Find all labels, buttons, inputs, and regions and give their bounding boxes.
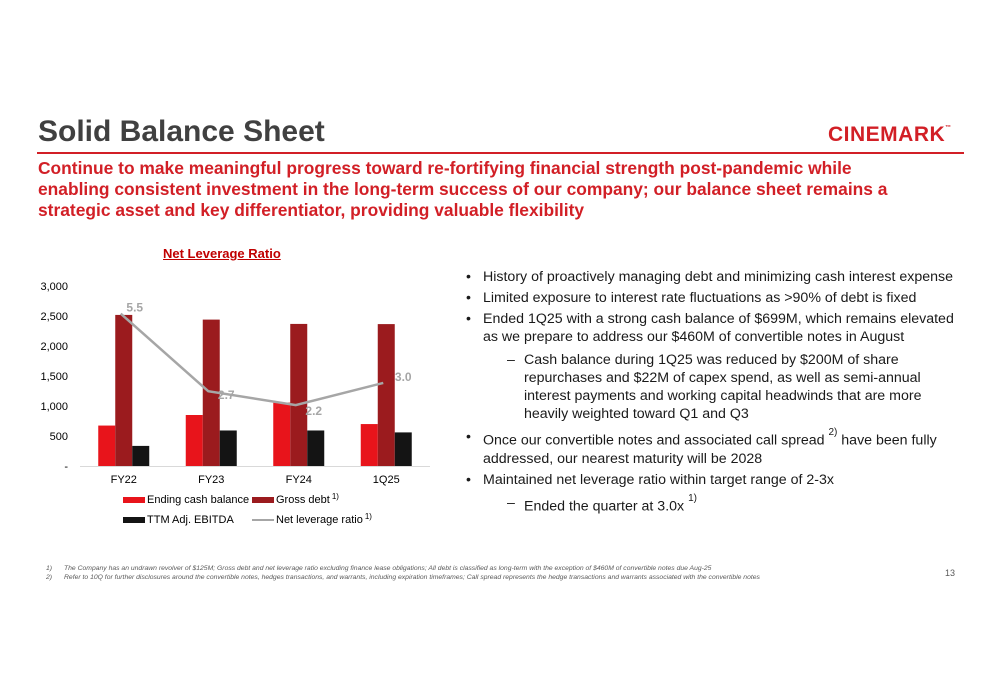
net-leverage-chart — [0, 260, 470, 490]
bullet-text: as we prepare to address our $460M of convertible notes in August — [483, 329, 905, 345]
chart-title: Net Leverage Ratio — [163, 246, 281, 261]
y-tick-label: 1,000 — [40, 401, 68, 413]
legend-item-cash — [123, 494, 252, 506]
legend-swatch-debt — [252, 497, 274, 503]
x-tick-label: FY23 — [198, 474, 225, 486]
logo-text: CINEMARK — [828, 123, 946, 146]
bullet-marker: • — [466, 429, 471, 445]
bar-ending-cash-balance — [273, 403, 290, 466]
legend-swatch-ebitda — [123, 517, 145, 523]
footnotes — [46, 565, 926, 582]
bullet-marker: • — [466, 269, 471, 285]
y-tick-label: - — [64, 461, 68, 473]
bar-ttm-adj-ebitda — [307, 430, 324, 466]
subtitle — [38, 158, 968, 221]
footnote-number: 2) — [46, 573, 53, 581]
net-leverage-data-label: 2.7 — [217, 388, 235, 403]
title-divider — [37, 152, 964, 154]
bullet-marker: • — [466, 290, 471, 306]
bullet-text: interest payments and working capital headwinds that are more — [524, 388, 922, 404]
legend-label-debt: Gross debt — [276, 494, 330, 506]
legend-item-ratio — [252, 511, 372, 526]
subtitle-line: Continue to make meaningful progress toward re-fortifying financial strength post-pandemic while — [38, 158, 852, 178]
bullet-text-line — [483, 428, 976, 450]
footnote — [46, 574, 926, 583]
bar-gross-debt — [290, 324, 307, 466]
net-leverage-data-label: 2.2 — [305, 404, 323, 419]
bullet-text: History of proactively managing debt and minimizing cash interest expense — [483, 269, 954, 285]
legend-item-ebitda — [123, 514, 252, 526]
bar-ttm-adj-ebitda — [220, 430, 237, 466]
y-tick-label: 500 — [49, 431, 68, 443]
legend-label-cash: Ending cash balance — [147, 494, 250, 506]
bar-ttm-adj-ebitda — [132, 446, 149, 466]
footnote-text: The Company has an undrawn revolver of $125M; Gross debt and net leverage ratio excluding finance lease obligations; All debt is classified as long-term with the exception of $460M of convertible notes due Aug-25 — [64, 565, 712, 572]
legend-swatch-ratio — [252, 519, 274, 521]
bullet-item — [466, 289, 976, 307]
bullet-text: addressed, our nearest maturity will be 2028 — [483, 450, 763, 467]
bar-ttm-adj-ebitda — [395, 432, 412, 466]
sub-bullet-marker: – — [507, 352, 515, 368]
legend-footnote-ref: 1) — [364, 511, 372, 521]
bullet-text: Limited exposure to interest rate fluctuations as >90% of debt is fixed — [483, 290, 917, 306]
sub-bullet-item — [466, 494, 976, 516]
bullet-text-line — [524, 494, 976, 516]
bullet-marker: • — [466, 471, 471, 488]
bullet-text: have been fully — [837, 432, 937, 449]
subtitle-line: enabling consistent investment in the long-term success of our company; our balance sheet remains a — [38, 179, 888, 199]
y-tick-label: 2,000 — [40, 341, 68, 353]
bullet-list — [466, 268, 976, 515]
bar-ending-cash-balance — [361, 424, 378, 466]
bullet-text: Cash balance during 1Q25 was reduced by $200M of share — [524, 352, 899, 368]
cinemark-logo — [828, 123, 951, 147]
bullet-text: Ended the quarter at 3.0x — [524, 498, 689, 515]
page-title: Solid Balance Sheet — [38, 115, 325, 148]
bullet-item — [466, 268, 976, 286]
legend-label-ratio: Net leverage ratio — [276, 514, 363, 526]
x-tick-label: 1Q25 — [372, 474, 400, 486]
bar-gross-debt — [378, 324, 395, 466]
y-tick-label: 1,500 — [40, 371, 68, 383]
footnote-ref: 2) — [828, 427, 838, 438]
legend-label-ebitda: TTM Adj. EBITDA — [147, 514, 234, 526]
net-leverage-data-label: 3.0 — [394, 369, 412, 384]
sub-bullet-marker: – — [507, 494, 515, 511]
bullet-text: Maintained net leverage ratio within target range of 2-3x — [483, 471, 834, 488]
footnote — [46, 565, 926, 574]
x-tick-label: FY24 — [285, 474, 312, 486]
footnote-text: Refer to 10Q for further disclosures around the convertible notes, hedges transactions, and warrants, including expiration timeframes; Call spread represents the hedge transactions and warrants associated with the convertible notes — [64, 573, 760, 581]
logo-trademark: ™ — [945, 125, 952, 131]
bullet-item — [466, 310, 976, 346]
bar-gross-debt — [115, 315, 132, 466]
footnote-number: 1) — [46, 565, 53, 572]
legend-item-debt — [252, 491, 339, 506]
chart-legend — [123, 490, 383, 530]
legend-swatch-cash — [123, 497, 145, 503]
y-tick-label: 2,500 — [40, 311, 68, 323]
sub-bullet-item — [466, 351, 976, 423]
legend-footnote-ref: 1) — [331, 491, 339, 501]
bullet-text: heavily weighted toward Q1 and Q3 — [524, 406, 749, 422]
bullet-marker: • — [466, 311, 471, 327]
bullet-item — [466, 428, 976, 468]
y-tick-label: 3,000 — [40, 281, 68, 293]
bullet-text: repurchases and $22M of capex spend, as well as semi-annual — [524, 370, 921, 386]
bullet-item — [466, 471, 976, 489]
bullet-text: Once our convertible notes and associated call spread — [483, 432, 829, 449]
page-number: 13 — [945, 568, 956, 578]
net-leverage-line — [121, 314, 384, 405]
x-tick-label: FY22 — [110, 474, 137, 486]
net-leverage-data-label: 5.5 — [126, 300, 144, 315]
bar-ending-cash-balance — [186, 415, 203, 466]
footnote-ref: 1) — [688, 492, 697, 504]
subtitle-line: strategic asset and key differentiator, providing valuable flexibility — [38, 200, 585, 220]
bar-ending-cash-balance — [98, 426, 115, 466]
bullet-text: Ended 1Q25 with a strong cash balance of $699M, which remains elevated — [483, 311, 954, 327]
